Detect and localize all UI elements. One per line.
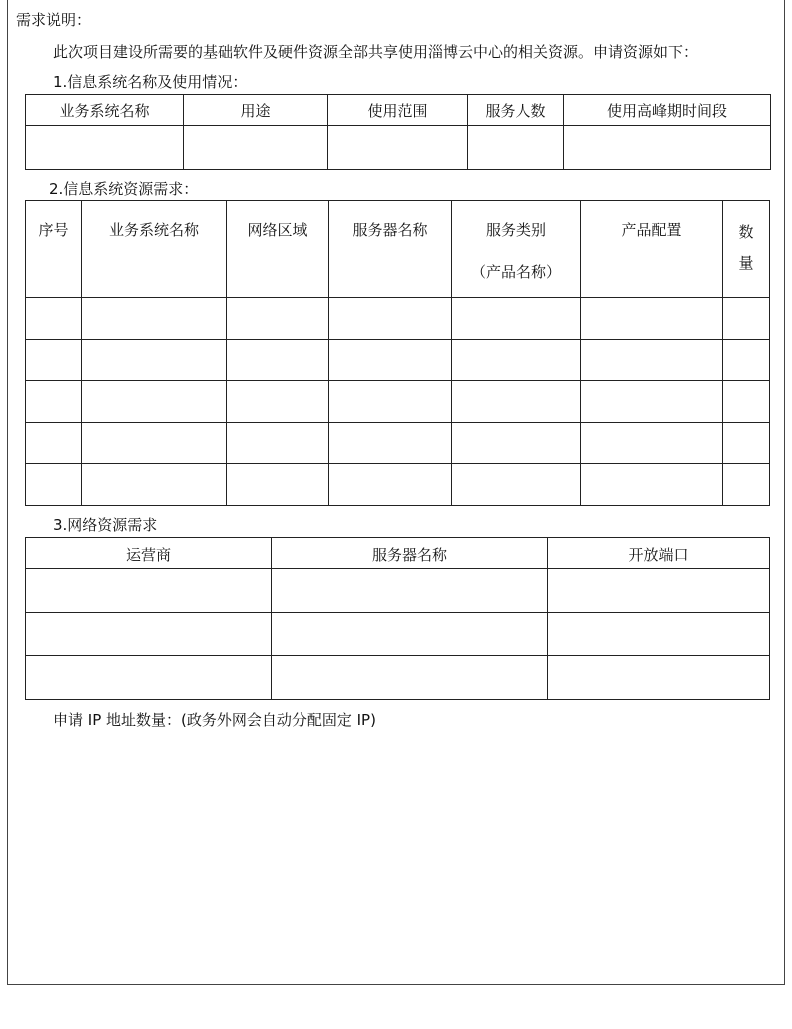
table-row (26, 612, 770, 656)
requirements-heading: 需求说明： (16, 11, 92, 29)
table-row (26, 339, 770, 381)
table-header-row (26, 538, 770, 569)
table-cell[interactable] (26, 464, 82, 506)
col-users: 服务人数 (468, 95, 564, 126)
table-cell[interactable] (452, 381, 581, 423)
system-usage-table (25, 94, 771, 170)
table-cell[interactable] (452, 422, 581, 464)
table-cell[interactable] (452, 339, 581, 381)
table-row (26, 422, 770, 464)
table-cell[interactable] (723, 298, 770, 340)
table-cell[interactable] (723, 339, 770, 381)
table-cell[interactable] (227, 381, 329, 423)
table-row (26, 464, 770, 506)
table-cell[interactable] (272, 612, 548, 656)
table-cell[interactable] (548, 612, 770, 656)
section1-title: 1.信息系统名称及使用情况： (53, 73, 248, 91)
col-open-ports: 开放端口 (548, 538, 770, 569)
table-cell[interactable] (468, 126, 564, 170)
table-row (26, 298, 770, 340)
table-cell[interactable] (581, 464, 723, 506)
table-cell[interactable] (329, 298, 452, 340)
service-category-label: 服务类别 (485, 221, 546, 239)
table-cell[interactable] (329, 381, 452, 423)
table-cell[interactable] (581, 339, 723, 381)
ip-request-line: 申请 IP 地址数量：(政务外网会自动分配固定 IP) (53, 711, 376, 729)
col-carrier: 运营商 (26, 538, 272, 569)
table-cell[interactable] (184, 126, 328, 170)
col-peak-time: 使用高峰期时间段 (564, 95, 771, 126)
table-cell[interactable] (227, 422, 329, 464)
table-cell[interactable] (227, 339, 329, 381)
table-cell[interactable] (272, 656, 548, 700)
col-scope: 使用范围 (328, 95, 468, 126)
table-cell[interactable] (26, 612, 272, 656)
table-cell[interactable] (26, 422, 82, 464)
table-cell[interactable] (82, 381, 227, 423)
col-product-config: 产品配置 (581, 201, 723, 298)
col-service-category (452, 201, 581, 298)
table-cell[interactable] (227, 464, 329, 506)
table-cell[interactable] (82, 298, 227, 340)
quantity-char-1: 数 (738, 223, 754, 241)
table-cell[interactable] (329, 339, 452, 381)
requirements-paragraph: 此次项目建设所需要的基础软件及硬件资源全部共享使用淄博云中心的相关资源。申请资源如下： (53, 43, 699, 61)
quantity-char-2: 量 (738, 254, 754, 272)
table-cell[interactable] (329, 422, 452, 464)
table-cell[interactable] (723, 422, 770, 464)
resource-requirements-table (25, 200, 770, 506)
table-cell[interactable] (548, 569, 770, 613)
table-cell[interactable] (581, 422, 723, 464)
table-cell[interactable] (564, 126, 771, 170)
section3-title: 3.网络资源需求 (53, 516, 158, 534)
col-server-name: 服务器名称 (329, 201, 452, 298)
table-cell[interactable] (26, 569, 272, 613)
table-cell[interactable] (26, 298, 82, 340)
col-network-zone: 网络区域 (227, 201, 329, 298)
table-cell[interactable] (227, 298, 329, 340)
table-cell[interactable] (272, 569, 548, 613)
table-cell[interactable] (26, 656, 272, 700)
table-cell[interactable] (723, 381, 770, 423)
table-cell[interactable] (82, 464, 227, 506)
table-cell[interactable] (329, 464, 452, 506)
table-cell[interactable] (328, 126, 468, 170)
table-cell[interactable] (581, 298, 723, 340)
col-system-name: 业务系统名称 (26, 95, 184, 126)
network-requirements-table (25, 537, 770, 700)
table-cell[interactable] (452, 298, 581, 340)
table-cell[interactable] (723, 464, 770, 506)
table-cell[interactable] (452, 464, 581, 506)
table-cell[interactable] (581, 381, 723, 423)
table-cell[interactable] (548, 656, 770, 700)
col-index: 序号 (26, 201, 82, 298)
table-row (26, 656, 770, 700)
section2-title: 2.信息系统资源需求： (49, 180, 199, 198)
table-header-row (26, 201, 770, 298)
col-server-name: 服务器名称 (272, 538, 548, 569)
service-category-sublabel: （产品名称） (470, 263, 561, 281)
col-purpose: 用途 (184, 95, 328, 126)
table-cell[interactable] (26, 126, 184, 170)
table-row (26, 381, 770, 423)
table-row (26, 126, 771, 170)
table-row (26, 569, 770, 613)
table-cell[interactable] (82, 422, 227, 464)
table-cell[interactable] (82, 339, 227, 381)
table-cell[interactable] (26, 381, 82, 423)
table-cell[interactable] (26, 339, 82, 381)
col-system-name: 业务系统名称 (82, 201, 227, 298)
col-quantity (723, 201, 770, 298)
table-header-row (26, 95, 771, 126)
